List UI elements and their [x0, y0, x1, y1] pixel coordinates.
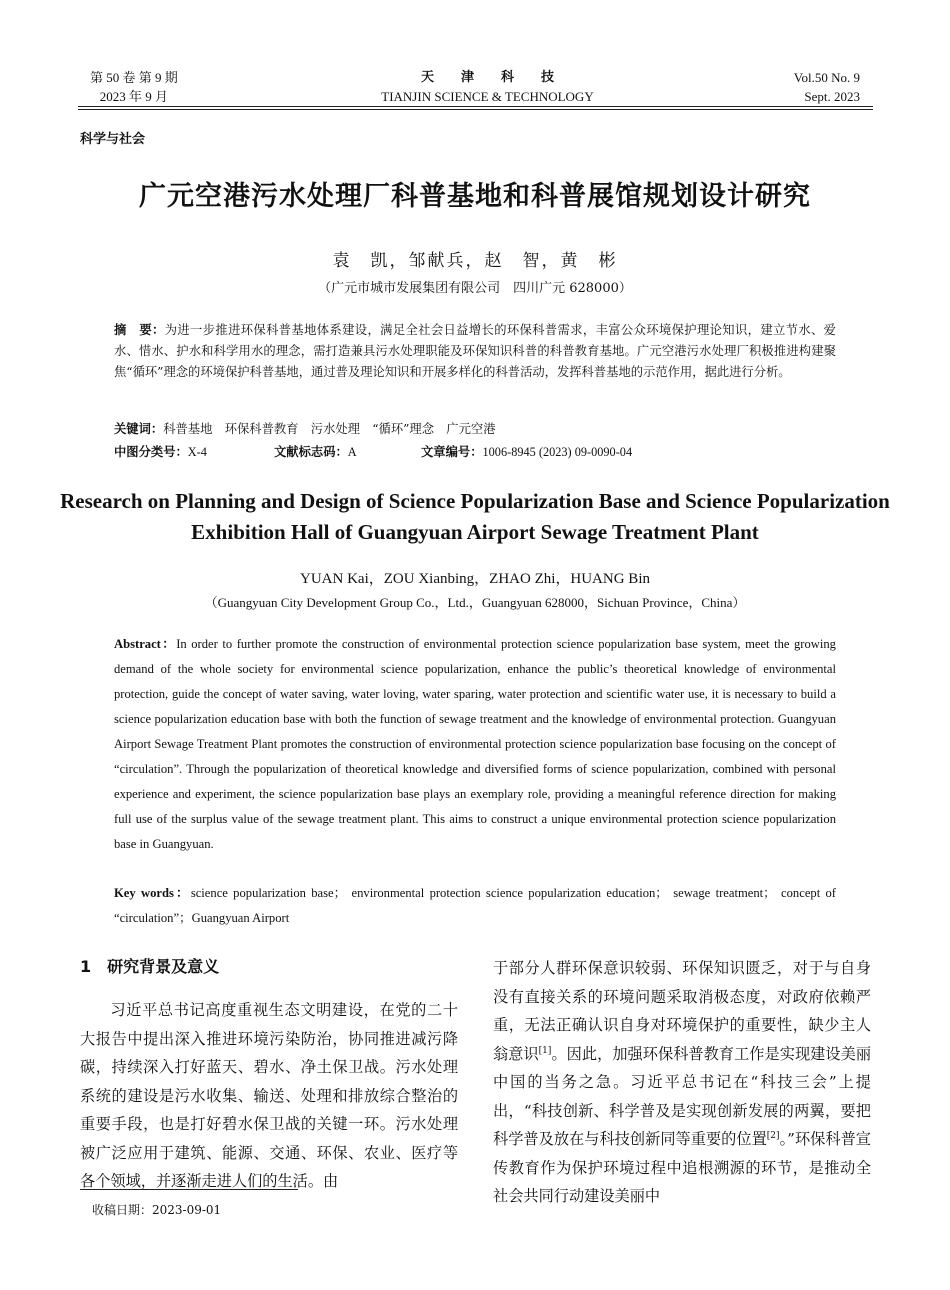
citation-2[interactable]: [2]: [766, 1130, 780, 1141]
article-number-label: 文章编号：: [421, 445, 483, 459]
keywords-en: [114, 881, 836, 931]
abstract-en: [114, 632, 836, 857]
keywords-en-label: Key words：: [114, 886, 191, 900]
affiliation-cn: （广元市城市发展集团有限公司 四川广元 628000）: [318, 281, 632, 296]
header-volume-cn-block: [90, 68, 178, 106]
keywords-cn-text: 科普基地 环保科普教育 污水处理 “循环”理念 广元空港: [163, 422, 496, 436]
article-number-value: 1006-8945 (2023) 09-0090-04: [482, 445, 633, 459]
section-tag: 科学与社会: [80, 132, 146, 147]
keywords-en-text: science popularization base； environmental protection science popularization education； sewage treatment； concept of “circulation”；Guangyuan Airport: [114, 886, 837, 925]
keywords-cn-label: 关键词：: [114, 422, 164, 436]
authors-cn: 袁 凯，邹献兵，赵 智，黄 彬: [332, 251, 618, 271]
abstract-cn: [114, 320, 836, 383]
header-rule-thick: [78, 106, 873, 107]
received-date-footnote: 收稿日期：2023-09-01: [92, 1203, 222, 1217]
clc-value: X-4: [187, 445, 207, 459]
doc-code-label: 文献标志码：: [274, 445, 348, 459]
header-journal-block: [300, 68, 675, 106]
header-rule-thin: [78, 109, 873, 110]
citation-1[interactable]: [1]: [538, 1045, 552, 1056]
authors-en: YUAN Kai，ZOU Xianbing，ZHAO Zhi，HUANG Bin: [300, 571, 650, 587]
clc-item: [114, 442, 207, 462]
section-1-left-column: 习近平总书记高度重视生态文明建设，在党的二十大报告中提出深入推进环境污染防治，协同推进减污降碳，持续深入打好蓝天、碧水、净土保卫战。污水处理系统的建设是污水收集、输送、处理和排放综合整治的重要手段，也是打好碧水保卫战的关键一环。污水处理被广泛应用于建筑、能源、交通、环保、农业、医疗等各个领域，并逐渐走进人们的生活。由: [80, 1001, 458, 1190]
article-number-item: [421, 442, 632, 462]
title-en: Research on Planning and Design of Science Popularization Base and Science Popularization Exhibition Hall of Guangyuan Airport Sewage Treatment Plant: [60, 489, 890, 544]
right-text-part1: 于部分人群环保意识较弱、环保知识匮乏，对于与自身没有直接关系的环境问题采取消极态度，对政府依赖严重，无法正确认识自身对环境保护的重要性，缺少主人翁意识: [493, 959, 871, 1063]
abstract-en-text: In order to further promote the construction of environmental protection science popularization base system, meet the growing demand of the whole society for environmental science popularization, enhance the public’s theoretical knowledge of environmental protection, guide the concept of water saving, water loving, water sparing, water protection and scientific water use, it is necessary to build a science popularization education base with both the function of sewage treatment and the knowledge of environmental protection. Guangyuan Airport Sewage Treatment Plant promotes the construction of environmental protection science popularization base focusing on the concept of “circulation”. Through the popularization of theoretical knowledge and diversified forms of science popularization, combined with personal experience and experiment, the science popularization base plays an exemplary role, providing a meaningful reference direction for making full use of the surplus value of the sewage treatment plant. This aims to construct a unique environmental protection science popularization base in Guangyuan.: [114, 637, 836, 851]
header-volume-cn: 第 50 卷 第 9 期: [90, 70, 178, 85]
doc-code-value: A: [347, 445, 357, 459]
footnote-rule: [80, 1189, 298, 1190]
doc-code-item: [274, 442, 357, 462]
section-1-right-column: [493, 954, 871, 1211]
clc-label: 中图分类号：: [114, 445, 188, 459]
header-volume-en-block: [740, 68, 860, 106]
header-journal-cn: 天津科技: [420, 70, 581, 85]
header-date-cn: 2023 年 9 月: [99, 89, 169, 104]
header-date-en: Sept. 2023: [804, 89, 860, 104]
title-cn: 广元空港污水处理厂科普基地和科普展馆规划设计研究: [139, 181, 811, 212]
keywords-cn: [114, 419, 836, 439]
header-journal-en: TIANJIN SCIENCE & TECHNOLOGY: [381, 89, 594, 104]
right-text-part3: 。”环保科普宣传教育作为保护环境过程中追根溯源的环节，是推动全社会共同行动建设美丽中: [493, 1130, 871, 1205]
abstract-cn-label: 摘 要：: [114, 323, 165, 337]
right-text-part2: 。因此，加强环保科普教育工作是实现建设美丽中国的当务之急。习近平总书记在“科技三会”上提出，“科技创新、科学普及是实现创新发展的两翼，要把科学普及放在与科技创新同等重要的位置: [493, 1044, 871, 1148]
header-volume-en: Vol.50 No. 9: [793, 70, 860, 85]
abstract-cn-text: 为进一步推进环保科普基地体系建设，满足全社会日益增长的环保科普需求，丰富公众环境保护理论知识，建立节水、爱水、惜水、护水和科学用水的理念，需打造兼具污水处理职能及环保知识科普的科普教育基地。广元空港污水处理厂积极推进构建聚焦“循环”理念的环境保护科普基地，通过普及理论知识和开展多样化的科普活动，发挥科普基地的示范作用，据此进行分析。: [114, 323, 836, 379]
section-1-heading: 1 研究背景及意义: [80, 957, 220, 976]
affiliation-en: （Guangyuan City Development Group Co.，Ltd.，Guangyuan 628000，Sichuan Province，China）: [204, 595, 746, 610]
abstract-en-label: Abstract：: [114, 637, 177, 651]
